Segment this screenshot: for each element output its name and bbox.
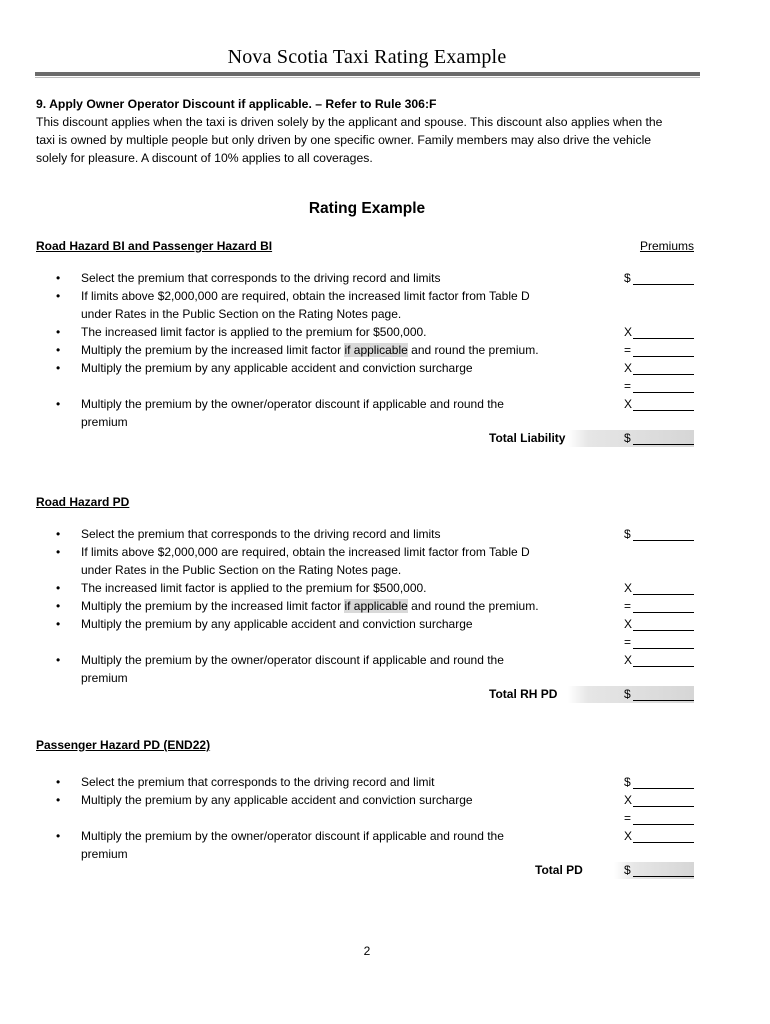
premium-blank: X: [624, 791, 694, 809]
bullet-text: under Rates in the Public Section on the Rating Notes page.: [81, 307, 402, 321]
premium-blank: =: [624, 809, 694, 827]
bullet-dot-icon: •: [56, 325, 61, 339]
bullet-text: Multiply the premium by the increased limit factor: [81, 599, 345, 613]
section-heading-road-hazard-pd: Road Hazard PD: [36, 495, 130, 509]
bullet-dot-icon: •: [56, 829, 61, 843]
total-pd-blank: $: [624, 861, 694, 879]
bullet-dot-icon: •: [56, 793, 61, 807]
section-heading-passenger-hazard-pd: Passenger Hazard PD (END22): [36, 738, 211, 752]
page-number: 2: [363, 944, 371, 958]
bullet-text: Select the premium that corresponds to the driving record and limits: [81, 527, 441, 541]
bullet-text: The increased limit factor is applied to the premium for $500,000.: [81, 325, 427, 339]
bullet-text: Multiply the premium by any applicable accident and conviction surcharge: [81, 793, 473, 807]
bullet-dot-icon: •: [56, 545, 61, 559]
total-pd-label: Total PD: [535, 863, 583, 877]
bullet-dot-icon: •: [56, 397, 61, 411]
premium-blank: =: [624, 377, 694, 395]
highlighted-text: if applicable: [344, 599, 408, 613]
premium-blank: X: [624, 579, 694, 597]
bullet-text: Multiply the premium by any applicable accident and conviction surcharge: [81, 617, 473, 631]
bullet-dot-icon: •: [56, 527, 61, 541]
premium-blank: X: [624, 827, 694, 845]
total-liability-label: Total Liability: [489, 431, 566, 445]
total-liability-blank: $: [624, 429, 694, 447]
rule-9-line: taxi is owned by multiple people but only driven by one specific owner. Family members may also drive the vehicle: [36, 133, 652, 147]
bullet-text: premium: [81, 847, 128, 861]
total-rh-pd-label: Total RH PD: [489, 687, 558, 701]
bullet-text: under Rates in the Public Section on the Rating Notes page.: [81, 563, 402, 577]
bullet-dot-icon: •: [56, 289, 61, 303]
premium-blank: X: [624, 395, 694, 413]
section-heading-road-hazard-bi: Road Hazard BI and Passenger Hazard BI: [36, 239, 273, 253]
rule-9-heading: 9. Apply Owner Operator Discount if applicable. – Refer to Rule 306:F: [36, 97, 437, 111]
bullet-dot-icon: •: [56, 271, 61, 285]
highlighted-text: if applicable: [344, 343, 408, 357]
title-underline-shadow: [35, 77, 700, 78]
premium-blank: $: [624, 525, 694, 543]
bullet-dot-icon: •: [56, 343, 61, 357]
bullet-text: Multiply the premium by the owner/operator discount if applicable and round the: [81, 397, 504, 411]
rule-9-line: This discount applies when the taxi is driven solely by the applicant and spouse. This discount also applies when the: [36, 115, 663, 129]
bullet-text: Multiply the premium by the increased limit factor: [81, 343, 345, 357]
bullet-text: Multiply the premium by any applicable accident and conviction surcharge: [81, 361, 473, 375]
rating-example-title: Rating Example: [308, 200, 426, 217]
premium-blank: =: [624, 341, 694, 359]
bullet-dot-icon: •: [56, 581, 61, 595]
premium-blank: X: [624, 359, 694, 377]
premium-blank: =: [624, 597, 694, 615]
title-underline: [35, 72, 700, 76]
bullet-text: and round the premium.: [407, 343, 539, 357]
bullet-text: and round the premium.: [407, 599, 539, 613]
bullet-text: If limits above $2,000,000 are required, obtain the increased limit factor from Table D: [81, 289, 530, 303]
premium-blank: X: [624, 323, 694, 341]
bullet-dot-icon: •: [56, 361, 61, 375]
document-title: Nova Scotia Taxi Rating Example: [227, 46, 507, 68]
bullet-dot-icon: •: [56, 775, 61, 789]
bullet-text: If limits above $2,000,000 are required, obtain the increased limit factor from Table D: [81, 545, 530, 559]
bullet-text: Select the premium that corresponds to the driving record and limit: [81, 775, 435, 789]
bullet-text: premium: [81, 671, 128, 685]
bullet-text: The increased limit factor is applied to the premium for $500,000.: [81, 581, 427, 595]
bullet-dot-icon: •: [56, 599, 61, 613]
premiums-column-header: Premiums: [639, 239, 694, 253]
premium-blank: $: [624, 773, 694, 791]
rule-9-line: solely for pleasure. A discount of 10% applies to all coverages.: [36, 151, 373, 165]
premium-blank: X: [624, 651, 694, 669]
bullet-text: Multiply the premium by the owner/operator discount if applicable and round the: [81, 829, 504, 843]
premium-blank: $: [624, 269, 694, 287]
bullet-dot-icon: •: [56, 653, 61, 667]
total-rh-pd-blank: $: [624, 685, 694, 703]
rule-9-section: [36, 95, 716, 167]
bullet-text: premium: [81, 415, 128, 429]
bullet-text: Select the premium that corresponds to the driving record and limits: [81, 271, 441, 285]
premium-blank: =: [624, 633, 694, 651]
premium-blank: X: [624, 615, 694, 633]
bullet-text: Multiply the premium by the owner/operator discount if applicable and round the: [81, 653, 504, 667]
bullet-dot-icon: •: [56, 617, 61, 631]
